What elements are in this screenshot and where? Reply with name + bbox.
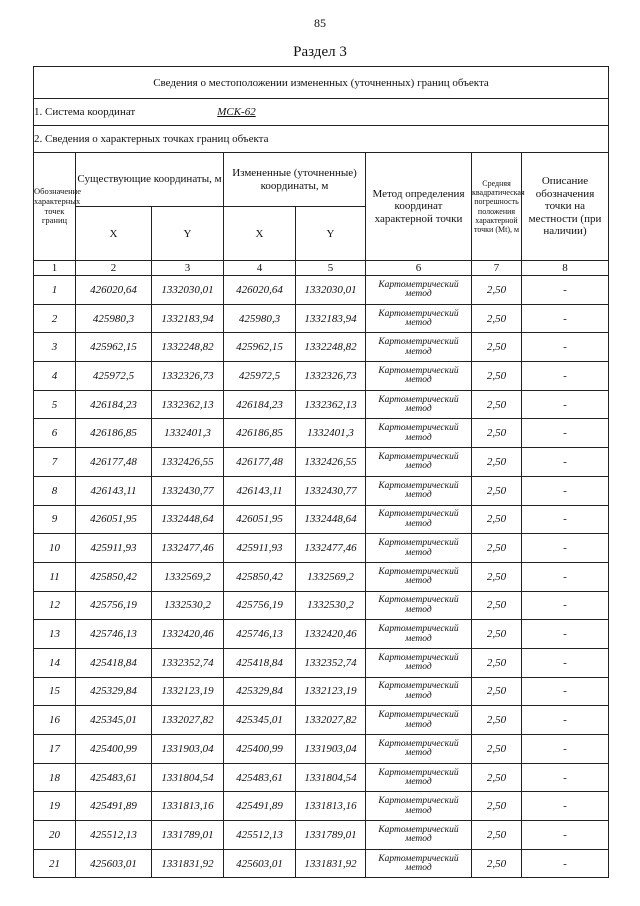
- point-number-cell: 14: [34, 648, 76, 677]
- table-row: [34, 276, 609, 305]
- changed-x-cell: 426186,85: [224, 419, 296, 448]
- existing-x-cell: 426177,48: [76, 448, 152, 477]
- method-cell: Картометрический метод: [366, 362, 472, 391]
- column-number: 7: [472, 261, 522, 276]
- header-point-designation: Обозначение характерных точек границ: [34, 153, 76, 261]
- point-number-cell: 16: [34, 706, 76, 735]
- changed-x-cell: 425329,84: [224, 677, 296, 706]
- point-number-cell: 15: [34, 677, 76, 706]
- existing-x-cell: 425972,5: [76, 362, 152, 391]
- changed-x-cell: 425972,5: [224, 362, 296, 391]
- accuracy-cell: 2,50: [472, 821, 522, 850]
- changed-y-cell: 1332248,82: [296, 333, 366, 362]
- changed-x-cell: 426143,11: [224, 476, 296, 505]
- description-cell: -: [522, 849, 609, 878]
- existing-y-cell: 1332123,19: [152, 677, 224, 706]
- table-row: [34, 304, 609, 333]
- column-number: 2: [76, 261, 152, 276]
- existing-x-cell: 425400,99: [76, 735, 152, 764]
- changed-y-cell: 1331831,92: [296, 849, 366, 878]
- coordinate-system-value: МСК-62: [217, 106, 256, 118]
- existing-x-cell: 425491,89: [76, 792, 152, 821]
- description-cell: -: [522, 448, 609, 477]
- existing-y-cell: 1332027,82: [152, 706, 224, 735]
- header-existing-coords: Существующие координаты, м: [76, 153, 224, 207]
- point-number-cell: 17: [34, 735, 76, 764]
- changed-x-cell: 425345,01: [224, 706, 296, 735]
- coordinate-system-label: 1. Система координат: [34, 106, 136, 118]
- changed-y-cell: 1332326,73: [296, 362, 366, 391]
- table-row: [34, 562, 609, 591]
- accuracy-cell: 2,50: [472, 763, 522, 792]
- accuracy-cell: 2,50: [472, 333, 522, 362]
- table-row: [34, 706, 609, 735]
- existing-x-cell: 426020,64: [76, 276, 152, 305]
- description-cell: -: [522, 706, 609, 735]
- column-number: 8: [522, 261, 609, 276]
- accuracy-cell: 2,50: [472, 591, 522, 620]
- accuracy-cell: 2,50: [472, 505, 522, 534]
- changed-x-cell: 426184,23: [224, 390, 296, 419]
- existing-y-cell: 1331831,92: [152, 849, 224, 878]
- point-number-cell: 21: [34, 849, 76, 878]
- existing-y-cell: 1332448,64: [152, 505, 224, 534]
- point-number-cell: 5: [34, 390, 76, 419]
- accuracy-cell: 2,50: [472, 448, 522, 477]
- existing-x-cell: 425345,01: [76, 706, 152, 735]
- existing-x-cell: 425329,84: [76, 677, 152, 706]
- column-number: 3: [152, 261, 224, 276]
- accuracy-cell: 2,50: [472, 362, 522, 391]
- table-row: [34, 849, 609, 878]
- header-changed-y: Y: [296, 207, 366, 261]
- table-row: [34, 362, 609, 391]
- changed-x-cell: 425962,15: [224, 333, 296, 362]
- header-accuracy: Средняя квадратическая погрешность положения характерной точки (Mt), м: [472, 153, 522, 261]
- changed-x-cell: 425980,3: [224, 304, 296, 333]
- point-number-cell: 11: [34, 562, 76, 591]
- point-number-cell: 10: [34, 534, 76, 563]
- existing-y-cell: 1332362,13: [152, 390, 224, 419]
- accuracy-cell: 2,50: [472, 304, 522, 333]
- description-cell: -: [522, 505, 609, 534]
- existing-y-cell: 1332248,82: [152, 333, 224, 362]
- existing-x-cell: 425512,13: [76, 821, 152, 850]
- characteristic-points-label: 2. Сведения о характерных точках границ объекта: [34, 126, 609, 153]
- coordinate-system-row: [34, 99, 609, 126]
- method-cell: Картометрический метод: [366, 677, 472, 706]
- table-row: [34, 390, 609, 419]
- changed-y-cell: 1332362,13: [296, 390, 366, 419]
- method-cell: Картометрический метод: [366, 648, 472, 677]
- column-number: 5: [296, 261, 366, 276]
- changed-y-cell: 1332569,2: [296, 562, 366, 591]
- accuracy-cell: 2,50: [472, 677, 522, 706]
- existing-y-cell: 1332352,74: [152, 648, 224, 677]
- header-description: Описание обозначения точки на местности (при наличии): [522, 153, 609, 261]
- existing-x-cell: 425911,93: [76, 534, 152, 563]
- existing-y-cell: 1332477,46: [152, 534, 224, 563]
- column-number: 6: [366, 261, 472, 276]
- description-cell: -: [522, 648, 609, 677]
- accuracy-cell: 2,50: [472, 390, 522, 419]
- boundary-points-table: [33, 66, 609, 878]
- changed-x-cell: 425400,99: [224, 735, 296, 764]
- description-cell: -: [522, 677, 609, 706]
- existing-y-cell: 1332530,2: [152, 591, 224, 620]
- existing-y-cell: 1332401,3: [152, 419, 224, 448]
- page-number: 85: [314, 16, 326, 30]
- point-number-cell: 2: [34, 304, 76, 333]
- description-cell: -: [522, 476, 609, 505]
- method-cell: Картометрический метод: [366, 591, 472, 620]
- changed-y-cell: 1332027,82: [296, 706, 366, 735]
- header-existing-y: Y: [152, 207, 224, 261]
- existing-x-cell: 425756,19: [76, 591, 152, 620]
- table-row: [34, 419, 609, 448]
- point-number-cell: 1: [34, 276, 76, 305]
- method-cell: Картометрический метод: [366, 505, 472, 534]
- accuracy-cell: 2,50: [472, 706, 522, 735]
- description-cell: -: [522, 276, 609, 305]
- point-number-cell: 19: [34, 792, 76, 821]
- table-row: [34, 648, 609, 677]
- existing-y-cell: 1332183,94: [152, 304, 224, 333]
- point-number-cell: 12: [34, 591, 76, 620]
- table-row: [34, 534, 609, 563]
- table-row: [34, 448, 609, 477]
- changed-y-cell: 1331789,01: [296, 821, 366, 850]
- table-row: [34, 735, 609, 764]
- table-row: [34, 505, 609, 534]
- description-cell: -: [522, 419, 609, 448]
- method-cell: Картометрический метод: [366, 821, 472, 850]
- changed-x-cell: 425850,42: [224, 562, 296, 591]
- method-cell: Картометрический метод: [366, 419, 472, 448]
- header-method: Метод определения координат характерной точки: [366, 153, 472, 261]
- method-cell: Картометрический метод: [366, 792, 472, 821]
- method-cell: Картометрический метод: [366, 763, 472, 792]
- changed-y-cell: 1332430,77: [296, 476, 366, 505]
- existing-x-cell: 425850,42: [76, 562, 152, 591]
- changed-y-cell: 1331813,16: [296, 792, 366, 821]
- accuracy-cell: 2,50: [472, 419, 522, 448]
- existing-x-cell: 425418,84: [76, 648, 152, 677]
- description-cell: -: [522, 763, 609, 792]
- point-number-cell: 8: [34, 476, 76, 505]
- changed-y-cell: 1332426,55: [296, 448, 366, 477]
- changed-x-cell: 425911,93: [224, 534, 296, 563]
- changed-y-cell: 1332352,74: [296, 648, 366, 677]
- changed-x-cell: 425746,13: [224, 620, 296, 649]
- changed-y-cell: 1332420,46: [296, 620, 366, 649]
- changed-x-cell: 425483,61: [224, 763, 296, 792]
- method-cell: Картометрический метод: [366, 276, 472, 305]
- accuracy-cell: 2,50: [472, 562, 522, 591]
- changed-x-cell: 425603,01: [224, 849, 296, 878]
- point-number-cell: 3: [34, 333, 76, 362]
- existing-y-cell: 1332030,01: [152, 276, 224, 305]
- method-cell: Картометрический метод: [366, 304, 472, 333]
- description-cell: -: [522, 534, 609, 563]
- changed-x-cell: 425418,84: [224, 648, 296, 677]
- table-row: [34, 763, 609, 792]
- header-changed-x: X: [224, 207, 296, 261]
- method-cell: Картометрический метод: [366, 849, 472, 878]
- existing-y-cell: 1331903,04: [152, 735, 224, 764]
- existing-y-cell: 1332420,46: [152, 620, 224, 649]
- method-cell: Картометрический метод: [366, 476, 472, 505]
- changed-y-cell: 1331903,04: [296, 735, 366, 764]
- existing-x-cell: 426186,85: [76, 419, 152, 448]
- existing-x-cell: 426143,11: [76, 476, 152, 505]
- changed-y-cell: 1332030,01: [296, 276, 366, 305]
- changed-y-cell: 1332123,19: [296, 677, 366, 706]
- point-number-cell: 20: [34, 821, 76, 850]
- table-row: [34, 620, 609, 649]
- existing-x-cell: 425980,3: [76, 304, 152, 333]
- changed-y-cell: 1332183,94: [296, 304, 366, 333]
- table-row: [34, 677, 609, 706]
- existing-y-cell: 1331789,01: [152, 821, 224, 850]
- existing-y-cell: 1332430,77: [152, 476, 224, 505]
- changed-x-cell: 425512,13: [224, 821, 296, 850]
- table-row: [34, 333, 609, 362]
- accuracy-cell: 2,50: [472, 534, 522, 563]
- accuracy-cell: 2,50: [472, 476, 522, 505]
- changed-x-cell: 426020,64: [224, 276, 296, 305]
- point-number-cell: 6: [34, 419, 76, 448]
- existing-x-cell: 426051,95: [76, 505, 152, 534]
- existing-x-cell: 425962,15: [76, 333, 152, 362]
- changed-y-cell: 1332401,3: [296, 419, 366, 448]
- description-cell: -: [522, 735, 609, 764]
- description-cell: -: [522, 792, 609, 821]
- description-cell: -: [522, 591, 609, 620]
- changed-x-cell: 425491,89: [224, 792, 296, 821]
- point-number-cell: 4: [34, 362, 76, 391]
- point-number-cell: 18: [34, 763, 76, 792]
- accuracy-cell: 2,50: [472, 849, 522, 878]
- method-cell: Картометрический метод: [366, 333, 472, 362]
- existing-y-cell: 1332426,55: [152, 448, 224, 477]
- column-number: 4: [224, 261, 296, 276]
- column-number-row: [34, 261, 609, 276]
- changed-x-cell: 426177,48: [224, 448, 296, 477]
- existing-y-cell: 1332569,2: [152, 562, 224, 591]
- description-cell: -: [522, 362, 609, 391]
- description-cell: -: [522, 333, 609, 362]
- description-cell: -: [522, 562, 609, 591]
- accuracy-cell: 2,50: [472, 648, 522, 677]
- accuracy-cell: 2,50: [472, 792, 522, 821]
- method-cell: Картометрический метод: [366, 562, 472, 591]
- changed-x-cell: 426051,95: [224, 505, 296, 534]
- changed-y-cell: 1332448,64: [296, 505, 366, 534]
- header-changed-coords: Измененные (уточненные) координаты, м: [224, 153, 366, 207]
- existing-x-cell: 426184,23: [76, 390, 152, 419]
- existing-x-cell: 425603,01: [76, 849, 152, 878]
- table-row: [34, 792, 609, 821]
- table-heading: Сведения о местоположении измененных (уточненных) границ объекта: [34, 67, 609, 99]
- method-cell: Картометрический метод: [366, 390, 472, 419]
- point-number-cell: 13: [34, 620, 76, 649]
- table-row: [34, 476, 609, 505]
- accuracy-cell: 2,50: [472, 276, 522, 305]
- changed-y-cell: 1332477,46: [296, 534, 366, 563]
- table-row: [34, 821, 609, 850]
- method-cell: Картометрический метод: [366, 735, 472, 764]
- description-cell: -: [522, 390, 609, 419]
- method-cell: Картометрический метод: [366, 706, 472, 735]
- point-number-cell: 9: [34, 505, 76, 534]
- description-cell: -: [522, 620, 609, 649]
- existing-x-cell: 425483,61: [76, 763, 152, 792]
- changed-y-cell: 1332530,2: [296, 591, 366, 620]
- method-cell: Картометрический метод: [366, 620, 472, 649]
- existing-y-cell: 1332326,73: [152, 362, 224, 391]
- accuracy-cell: 2,50: [472, 620, 522, 649]
- method-cell: Картометрический метод: [366, 448, 472, 477]
- existing-y-cell: 1331813,16: [152, 792, 224, 821]
- changed-y-cell: 1331804,54: [296, 763, 366, 792]
- accuracy-cell: 2,50: [472, 735, 522, 764]
- existing-x-cell: 425746,13: [76, 620, 152, 649]
- table-row: [34, 591, 609, 620]
- existing-y-cell: 1331804,54: [152, 763, 224, 792]
- description-cell: -: [522, 821, 609, 850]
- section-title: Раздел 3: [293, 44, 347, 60]
- point-number-cell: 7: [34, 448, 76, 477]
- description-cell: -: [522, 304, 609, 333]
- method-cell: Картометрический метод: [366, 534, 472, 563]
- column-number: 1: [34, 261, 76, 276]
- changed-x-cell: 425756,19: [224, 591, 296, 620]
- header-existing-x: X: [76, 207, 152, 261]
